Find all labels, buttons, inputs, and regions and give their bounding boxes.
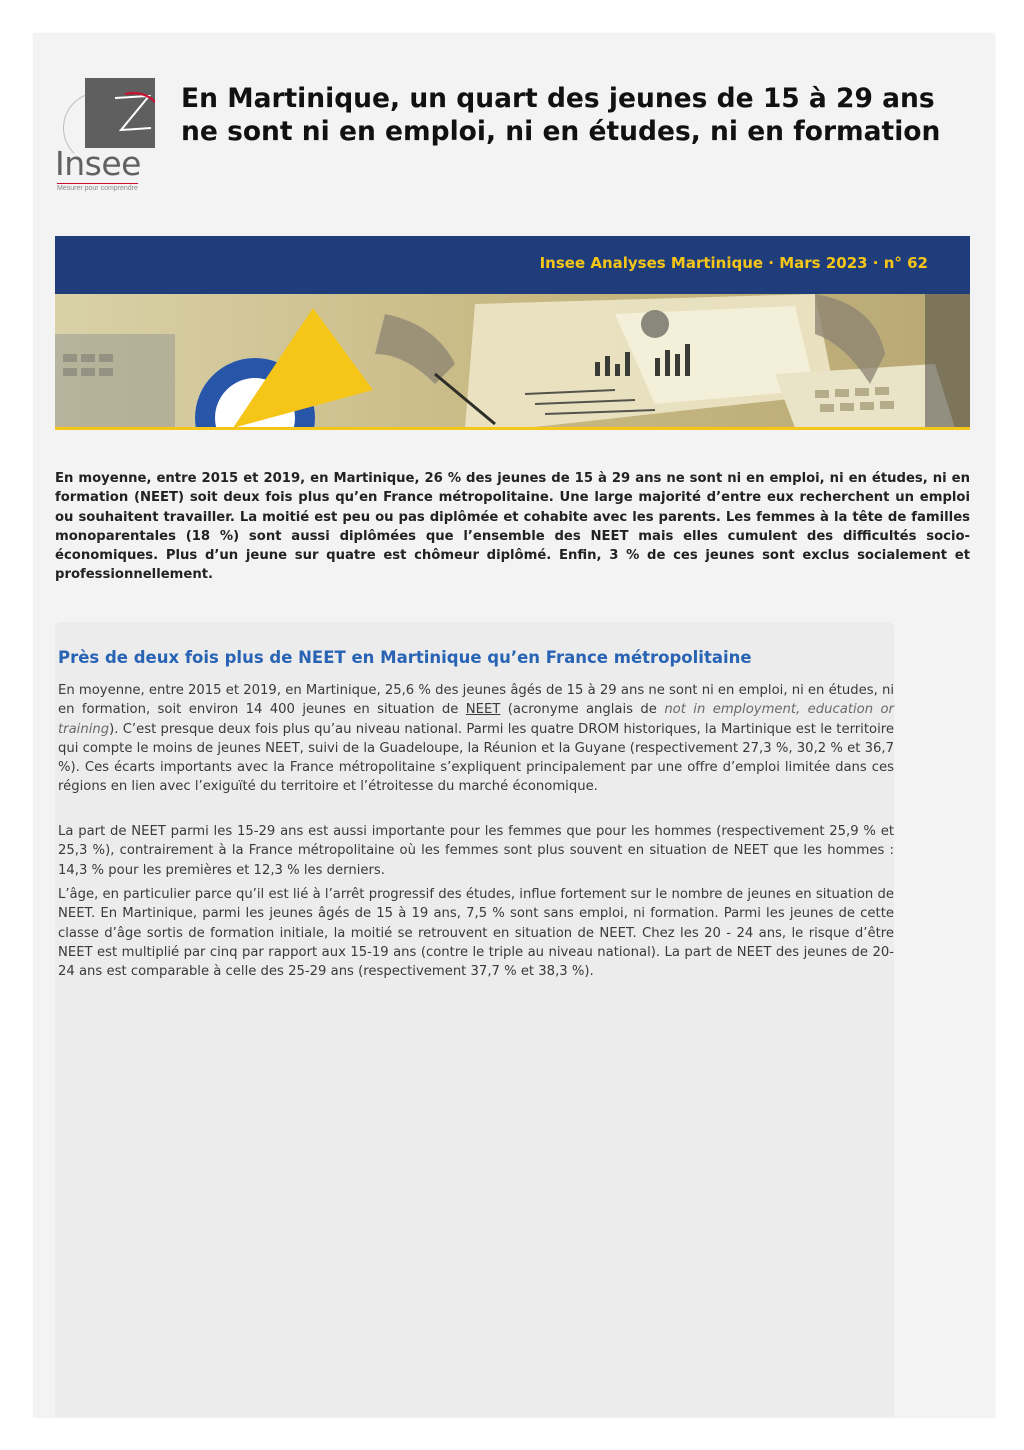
body-paragraph-3: L’âge, en particulier parce qu’il est lié à l’arrêt progressif des études, influe fortement sur le nombre de jeunes en situation de NEET. En Martinique, parmi les jeunes âgés de 15 à 19 ans, 7,5 % sont sans emploi, ni formation. Parmi les jeunes de cette classe d’âge sortis de formation initiale, la moitié se retrouvent en situation de NEET. Chez les 20 - 24 ans, le risque d’être NEET est multiplié par cinq par rapport aux 15-19 ans (contre le triple au niveau national). La part de NEET des jeunes de 20-24 ans est comparable à celle des 25-29 ans (respectivement 37,7 % et 38,3 %). [58, 887, 894, 980]
neet-definition-italic: not in employment, education or training [58, 702, 894, 737]
neet-term: NEET [465, 702, 501, 718]
p1-part-a: En moyenne, entre 2015 et 2019, en Martinique, 25,6 % des jeunes âgés de 15 à 29 ans ne sont ni en emploi, ni en études, ni en formation, soit environ 14 400 jeunes en situation de [58, 683, 894, 718]
body-paragraph-1 [58, 681, 894, 797]
body-paragraph-2: La part de NEET parmi les 15-29 ans est aussi importante pour les femmes que pour les hommes (respectivement 25,9 % et 25,3 %), contrairement à la France métropolitaine où les femmes sont plus souvent en situation de NEET que les hommes : 14,3 % pour les premières et 12,3 % les derniers. [58, 824, 894, 878]
p1-part-c: ). C’est presque deux fois plus qu’au niveau national. Parmi les quatre DROM historiques, la Martinique est le territoire qui compte le moins de jeunes NEET, suivi de la Guadeloupe, la Réunion et la Guyane (respectivement 27,3 %, 30,2 % et 36,7 %). Ces écarts importants avec la France métropolitaine s’expliquent principalement par une offre d’emploi limitée dans ces régions en lien avec l’exiguïté du territoire et l’étroitesse du marché économique. [58, 721, 894, 795]
abstract-paragraph: En moyenne, entre 2015 et 2019, en Martinique, 26 % des jeunes de 15 à 29 ans ne sont ni en emploi, ni en études, ni en formation (NEET) soit deux fois plus qu’en France métropolitaine. Une large majorité d’entre eux recherchent un emploi ou souhaitent travailler. La moitié est peu ou pas diplômée et cohabite avec les parents. Les femmes à la tête de familles monoparentales (18 %) sont aussi diplômées que l’ensemble des NEET mais elles cumulent des difficultés socio-économiques. Plus d’un jeune sur quatre est chômeur diplômé. Enfin, 3 % de ces jeunes sont exclus socialement et professionnellement. [55, 471, 970, 583]
title-line-2: ne sont ni en emploi, ni en études, ni en formation [181, 116, 941, 147]
section-heading: Près de deux fois plus de NEET en Martinique qu’en France métropolitaine [58, 648, 752, 667]
title-line-1: En Martinique, un quart des jeunes de 15 à 29 ans [181, 83, 935, 114]
page-title [181, 82, 981, 148]
publication-reference: Insee Analyses Martinique · Mars 2023 · n° 62 [539, 254, 928, 272]
publication-banner [55, 236, 970, 294]
p1-part-b: (acronyme anglais de [500, 702, 665, 718]
logo-mark-icon [111, 92, 155, 136]
insee-logo [55, 78, 159, 194]
banner-accent-line [55, 427, 970, 430]
banner-illustration [55, 294, 970, 428]
logo-wordmark: Insee [55, 144, 141, 183]
logo-tagline: Mesurer pour comprendre [57, 185, 138, 192]
banner-photo-graphic [55, 294, 970, 428]
